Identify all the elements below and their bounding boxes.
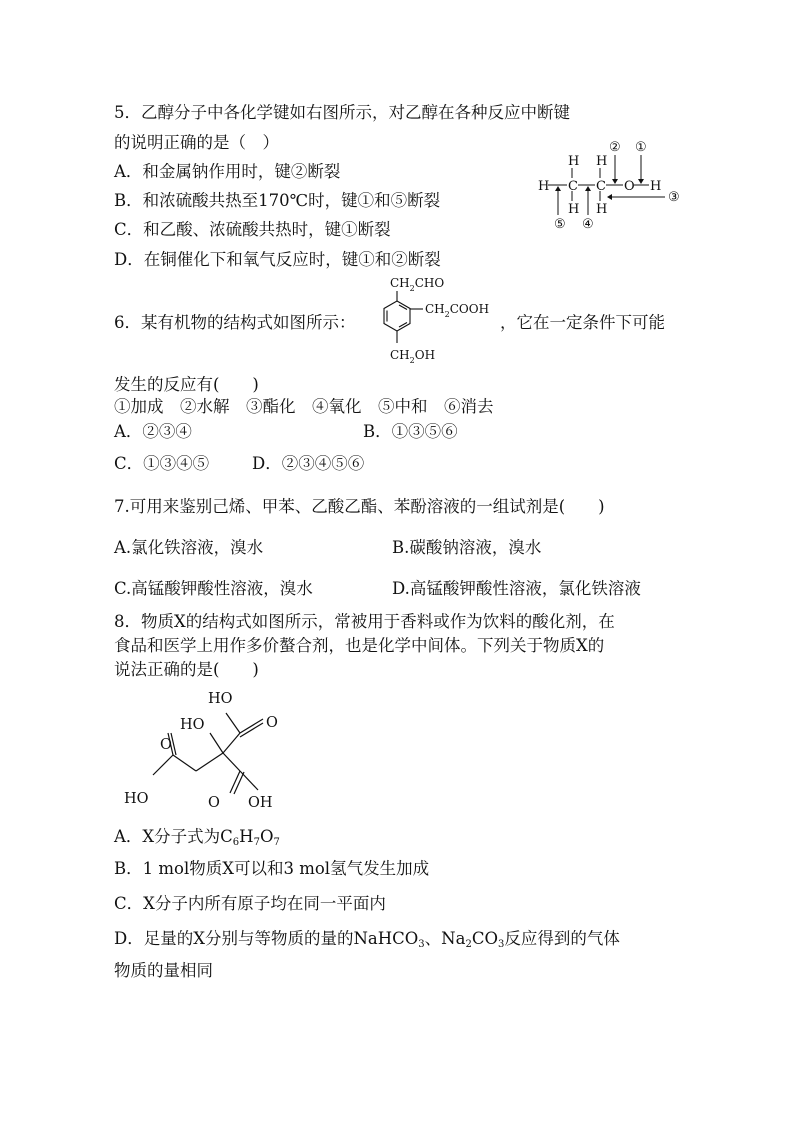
atom-h-top-2: H (596, 154, 608, 169)
atom-h-bottom-1: H (568, 202, 580, 217)
q6-top-group: $CH_2CHO$ (390, 276, 445, 293)
label-o-left: O (160, 737, 172, 753)
label-ho-mid: HO (180, 717, 205, 733)
q8-option-d-line2: 物质的量相同 (114, 961, 213, 980)
q8-option-d-line1: D．足量的X分别与等物质的量的NaHCO$_3$、$Na_2CO_3$反应得到的气体 (114, 929, 620, 950)
q6-bottom-group: $CH_2OH$ (390, 348, 436, 365)
atom-h-right: H (650, 179, 662, 194)
q6-option-b: B．①③⑤⑥ (363, 422, 458, 441)
q6-options-row2 (114, 453, 714, 475)
atom-c1: C (568, 179, 578, 194)
q5-option-c: C．和乙酸、浓硫酸共热时，键①断裂 (114, 220, 391, 239)
q6-right-group: $CH_2COOH$ (425, 302, 490, 319)
q6-option-c: C．①③④⑤ (114, 454, 210, 473)
q8-option-a: A．X分子式为$C_6H_7O_7$ (114, 827, 280, 848)
label-o-bottom: O (208, 795, 220, 811)
q6-options-row1 (114, 421, 714, 443)
q8-stem-line2: 食品和医学上用作多价螯合剂，也是化学中间体。下列关于物质X的 (114, 636, 605, 655)
label-o-top: O (266, 715, 278, 731)
atom-o: O (624, 179, 635, 194)
q8-stem-line3: 说法正确的是( ) (114, 660, 259, 679)
q5-stem-line2: 的说明正确的是（ ） (114, 133, 279, 152)
q7-options-row2 (114, 578, 714, 600)
bond-label-2: ② (609, 140, 621, 155)
q8-option-b: B．1 mol物质X可以和3 mol氢气发生加成 (114, 859, 430, 878)
q7-options-row1 (114, 537, 714, 559)
q8-option-c: C．X分子内所有原子均在同一平面内 (114, 894, 386, 913)
q6-structure (375, 273, 515, 369)
q6-stem-suffix: ，它在一定条件下可能 (500, 313, 665, 332)
q5-option-b: B．和浓硫酸共热至170℃时，键①和⑤断裂 (114, 191, 441, 210)
atom-h-left: H (538, 179, 550, 194)
bond-label-4: ④ (582, 217, 594, 232)
q7-option-c: C.高锰酸钾酸性溶液，溴水 (114, 579, 313, 598)
q7-option-d: D.高锰酸钾酸性溶液，氯化铁溶液 (392, 579, 641, 598)
bond-label-5: ⑤ (554, 217, 566, 232)
citric-acid-structure (118, 683, 318, 813)
label-oh-bottom: OH (248, 795, 273, 811)
q5-option-d: D．在铜催化下和氧气反应时，键①和②断裂 (114, 250, 441, 269)
ethanol-bond-diagram (530, 133, 690, 233)
bond-label-3: ③ (668, 190, 680, 205)
q7-stem: 7.可用来鉴别己烯、甲苯、乙酸乙酯、苯酚溶液的一组试剂是( ) (114, 497, 605, 516)
q6-reactions: ①加成 ②水解 ③酯化 ④氧化 ⑤中和 ⑥消去 (114, 397, 494, 416)
q8-stem-line1: 8．物质X的结构式如图所示，常被用于香料或作为饮料的酸化剂，在 (114, 612, 615, 631)
q5-option-a: A．和金属钠作用时，键②断裂 (114, 162, 341, 181)
q6-option-d: D．②③④⑤⑥ (252, 454, 365, 473)
q6-stem-prefix: 6．某有机物的结构式如图所示： (114, 313, 356, 332)
label-ho-top: HO (208, 691, 233, 707)
q6-stem-line2: 发生的反应有( ) (114, 375, 259, 394)
label-ho-left: HO (124, 791, 149, 807)
q7-option-a: A.氯化铁溶液，溴水 (114, 538, 264, 557)
atom-h-bottom-2: H (596, 202, 608, 217)
q7-option-b: B.碳酸钠溶液，溴水 (392, 538, 542, 557)
q5-stem-line1: 5．乙醇分子中各化学键如右图所示，对乙醇在各种反应中断键 (114, 103, 570, 122)
atom-c2: C (596, 179, 606, 194)
q6-option-a: A．②③④ (114, 422, 192, 441)
atom-h-top-1: H (568, 154, 580, 169)
bond-label-1: ① (635, 140, 647, 155)
